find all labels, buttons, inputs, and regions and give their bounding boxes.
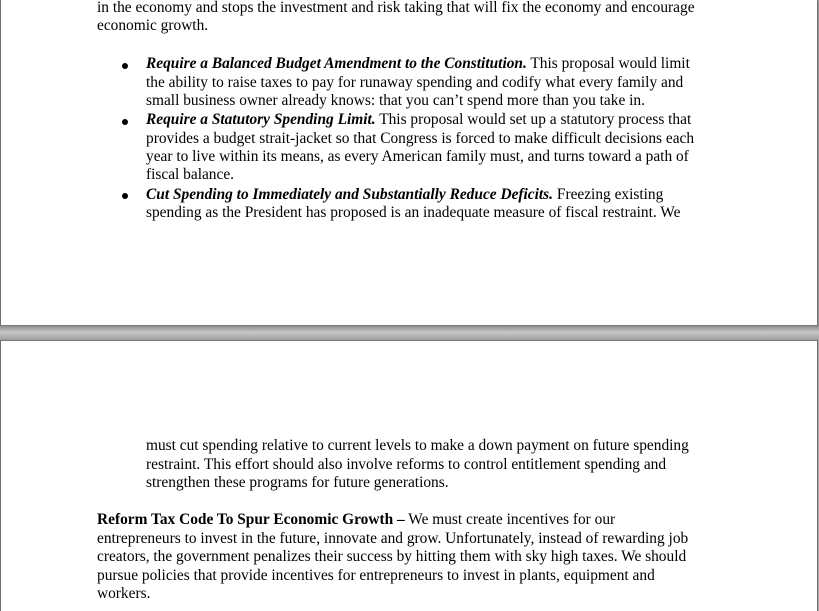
bullet-marker — [122, 119, 128, 125]
reform-paragraph-line: workers. — [97, 585, 151, 602]
bullet-continuation-line: strengthen these programs for future generations. — [146, 474, 449, 491]
bullet-item-line: small business owner already knows: that you can’t spend more than you take in. — [146, 92, 645, 109]
reform-paragraph-line: creators, the government penalizes their success by hitting them with sky high taxes. We should — [97, 548, 687, 565]
bullet-marker — [122, 63, 128, 69]
document-page-2 — [0, 340, 818, 611]
bullet-text: Freezing existing — [553, 186, 664, 203]
bullet-text: This proposal would limit — [526, 55, 690, 72]
reform-heading: Reform Tax Code To Spur Economic Growth – — [97, 511, 405, 528]
bullet-item-line — [146, 55, 690, 74]
bullet-continuation-line: restraint. This effort should also involve reforms to control entitlement spending and — [146, 456, 667, 473]
reform-paragraph-line: entrepreneurs to invest in the future, innovate and grow. Unfortunately, instead of rewarding job — [97, 530, 689, 547]
bullet-item-line: spending as the President has proposed is an inadequate measure of fiscal restraint. We — [146, 204, 681, 221]
bullet-item-line: the ability to raise taxes to pay for runaway spending and codify what every family and — [146, 74, 684, 91]
bullet-title: Cut Spending to Immediately and Substantially Reduce Deficits. — [146, 186, 554, 203]
reform-paragraph-line: pursue policies that provide incentives for entrepreneurs to invest in plants, equipment and — [97, 567, 655, 584]
bullet-marker — [122, 193, 128, 199]
bullet-title: Require a Statutory Spending Limit. — [146, 111, 376, 128]
bullet-title: Require a Balanced Budget Amendment to the Constitution. — [146, 55, 527, 72]
bullet-item-line: provides a budget strait-jacket so that Congress is forced to make difficult decisions each — [146, 130, 695, 147]
reform-text: We must create incentives for our — [404, 511, 616, 528]
intro-text-line: economic growth. — [97, 17, 209, 34]
bullet-text: This proposal would set up a statutory process that — [375, 111, 692, 128]
bullet-item-line — [146, 186, 663, 205]
reform-paragraph-line — [97, 511, 615, 530]
bullet-item-line — [146, 111, 691, 130]
bullet-continuation-line: must cut spending relative to current levels to make a down payment on future spending — [146, 437, 689, 454]
bullet-item-line: year to live within its means, as every American family must, and turns toward a path of — [146, 148, 689, 165]
intro-text-line: in the economy and stops the investment and risk taking that will fix the economy and encourage — [97, 0, 695, 16]
bullet-item-line: fiscal balance. — [146, 166, 235, 183]
page-separator — [0, 326, 819, 340]
